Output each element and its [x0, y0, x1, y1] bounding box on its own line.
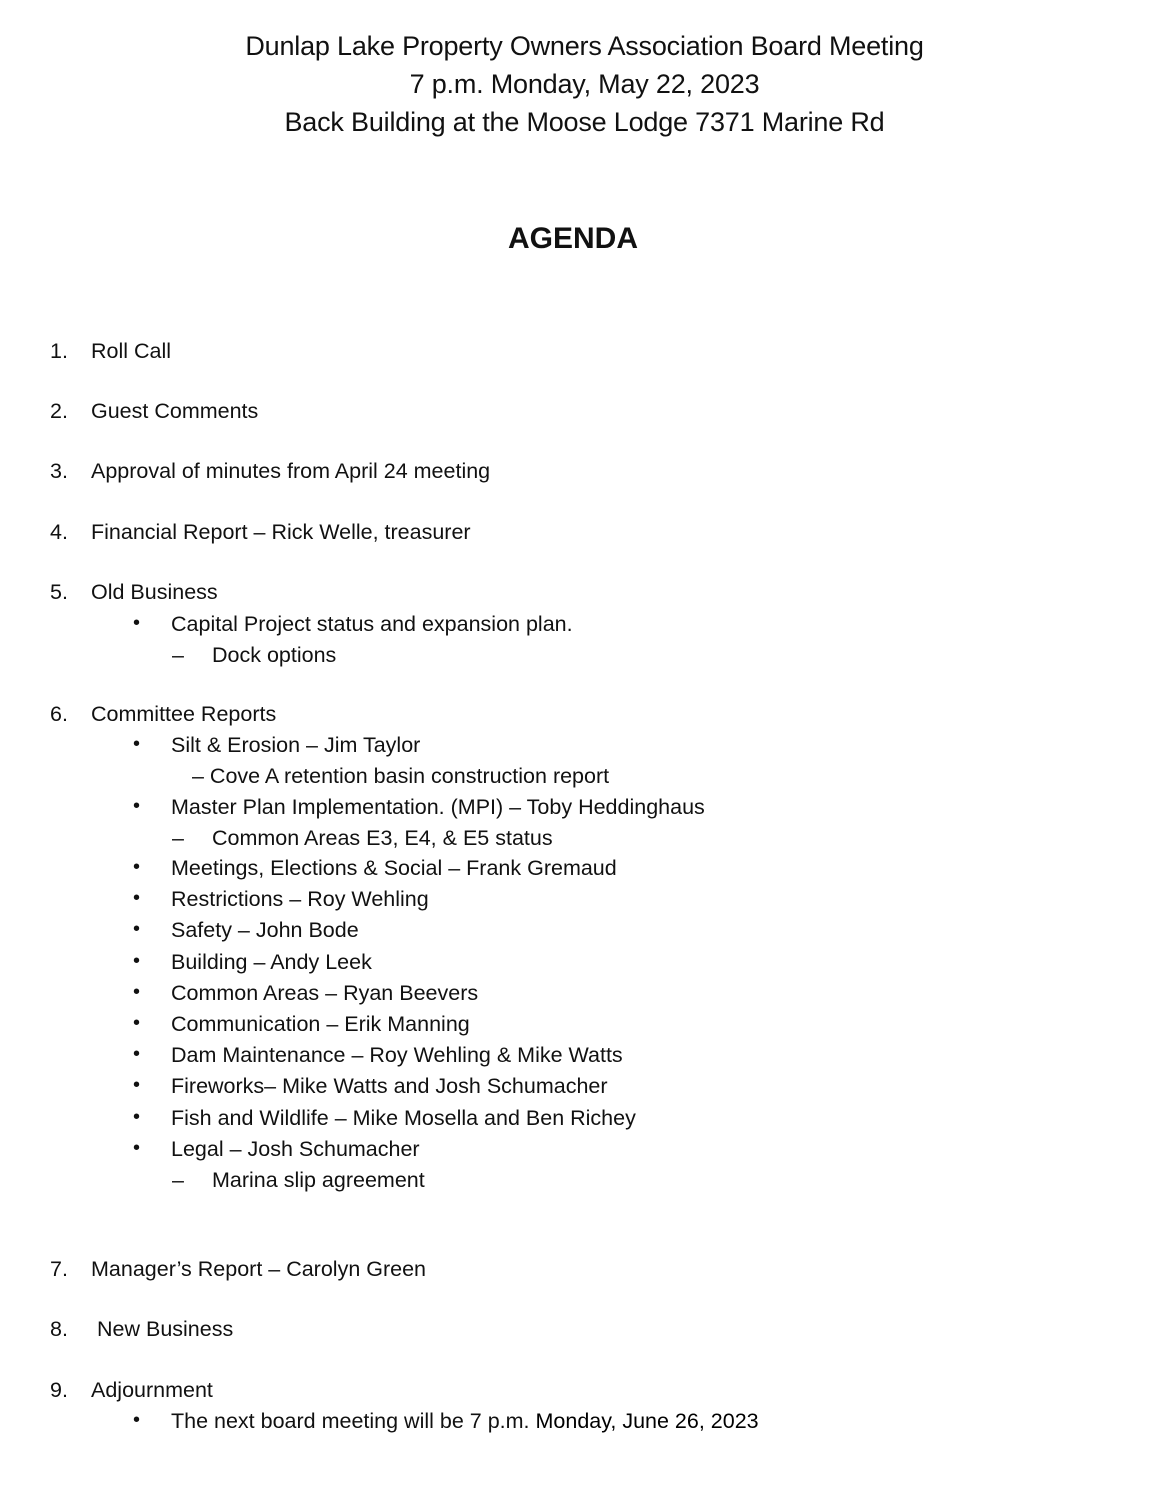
- committee-building: Building – Andy Leek: [171, 950, 372, 974]
- next-meeting-date: Monday, June 26, 2023: [535, 1409, 759, 1433]
- agenda-item-adjournment: Adjournment: [91, 1378, 213, 1402]
- agenda-item-old-business: Old Business: [91, 580, 218, 604]
- agenda-item-roll-call: Roll Call: [91, 339, 172, 363]
- committee-common-areas: Common Areas – Ryan Beevers: [171, 981, 479, 1005]
- sub-sub-item: – Cove A retention basin construction report: [192, 764, 610, 788]
- bullet-icon: •: [133, 733, 141, 755]
- bullet-icon: •: [133, 887, 141, 909]
- bullet-icon: •: [133, 1106, 141, 1128]
- agenda-item-guest-comments: Guest Comments: [91, 399, 259, 423]
- item-number: 3.: [50, 459, 68, 483]
- sub-sub-item: Marina slip agreement: [212, 1168, 425, 1192]
- bullet-icon: •: [133, 856, 141, 878]
- committee-legal: Legal – Josh Schumacher: [171, 1137, 420, 1161]
- dash-icon: –: [172, 643, 184, 667]
- agenda-item-new-business: New Business: [97, 1317, 234, 1341]
- committee-communication: Communication – Erik Manning: [171, 1012, 470, 1036]
- bullet-icon: •: [133, 981, 141, 1003]
- bullet-icon: •: [133, 795, 141, 817]
- committee-meetings: Meetings, Elections & Social – Frank Gremaud: [171, 856, 617, 880]
- item-number: 8.: [50, 1317, 68, 1341]
- agenda-item-approval-minutes: Approval of minutes from April 24 meeting: [91, 459, 491, 483]
- bullet-icon: •: [133, 1043, 141, 1065]
- dash-icon: –: [172, 1168, 184, 1192]
- bullet-icon: •: [133, 950, 141, 972]
- header-association-name: Dunlap Lake Property Owners Association Board Meeting: [245, 31, 924, 61]
- agenda-title: AGENDA: [507, 222, 638, 255]
- item-number: 1.: [50, 339, 68, 363]
- item-number: 5.: [50, 580, 68, 604]
- header-location: Back Building at the Moose Lodge 7371 Marine Rd: [284, 107, 885, 137]
- committee-restrictions: Restrictions – Roy Wehling: [171, 887, 429, 911]
- item-number: 2.: [50, 399, 68, 423]
- bullet-icon: •: [133, 1409, 141, 1431]
- committee-dam-maintenance: Dam Maintenance – Roy Wehling & Mike Watts: [171, 1043, 623, 1067]
- next-meeting-note: [171, 1409, 759, 1434]
- bullet-icon: •: [133, 918, 141, 940]
- dash-icon: –: [172, 826, 184, 850]
- agenda-item-financial-report: Financial Report – Rick Welle, treasurer: [91, 520, 471, 544]
- sub-item: Capital Project status and expansion plan.: [171, 612, 573, 636]
- sub-sub-item: Dock options: [212, 643, 337, 667]
- bullet-icon: •: [133, 612, 141, 634]
- bullet-icon: •: [133, 1012, 141, 1034]
- committee-silt-erosion: Silt & Erosion – Jim Taylor: [171, 733, 421, 757]
- item-number: 6.: [50, 702, 68, 726]
- sub-sub-item: Common Areas E3, E4, & E5 status: [212, 826, 553, 850]
- bullet-icon: •: [133, 1074, 141, 1096]
- committee-fish-wildlife: Fish and Wildlife – Mike Mosella and Ben Richey: [171, 1106, 636, 1130]
- agenda-item-committee-reports: Committee Reports: [91, 702, 277, 726]
- header-date-time: 7 p.m. Monday, May 22, 2023: [409, 69, 760, 99]
- committee-safety: Safety – John Bode: [171, 918, 359, 942]
- committee-fireworks: Fireworks– Mike Watts and Josh Schumacher: [171, 1074, 608, 1098]
- bullet-icon: •: [133, 1137, 141, 1159]
- agenda-item-managers-report: Manager’s Report – Carolyn Green: [91, 1257, 427, 1281]
- item-number: 7.: [50, 1257, 68, 1281]
- next-meeting-text: The next board meeting will be 7 p.m.: [171, 1409, 536, 1433]
- committee-master-plan: Master Plan Implementation. (MPI) – Toby Heddinghaus: [171, 795, 705, 819]
- item-number: 9.: [50, 1378, 68, 1402]
- item-number: 4.: [50, 520, 68, 544]
